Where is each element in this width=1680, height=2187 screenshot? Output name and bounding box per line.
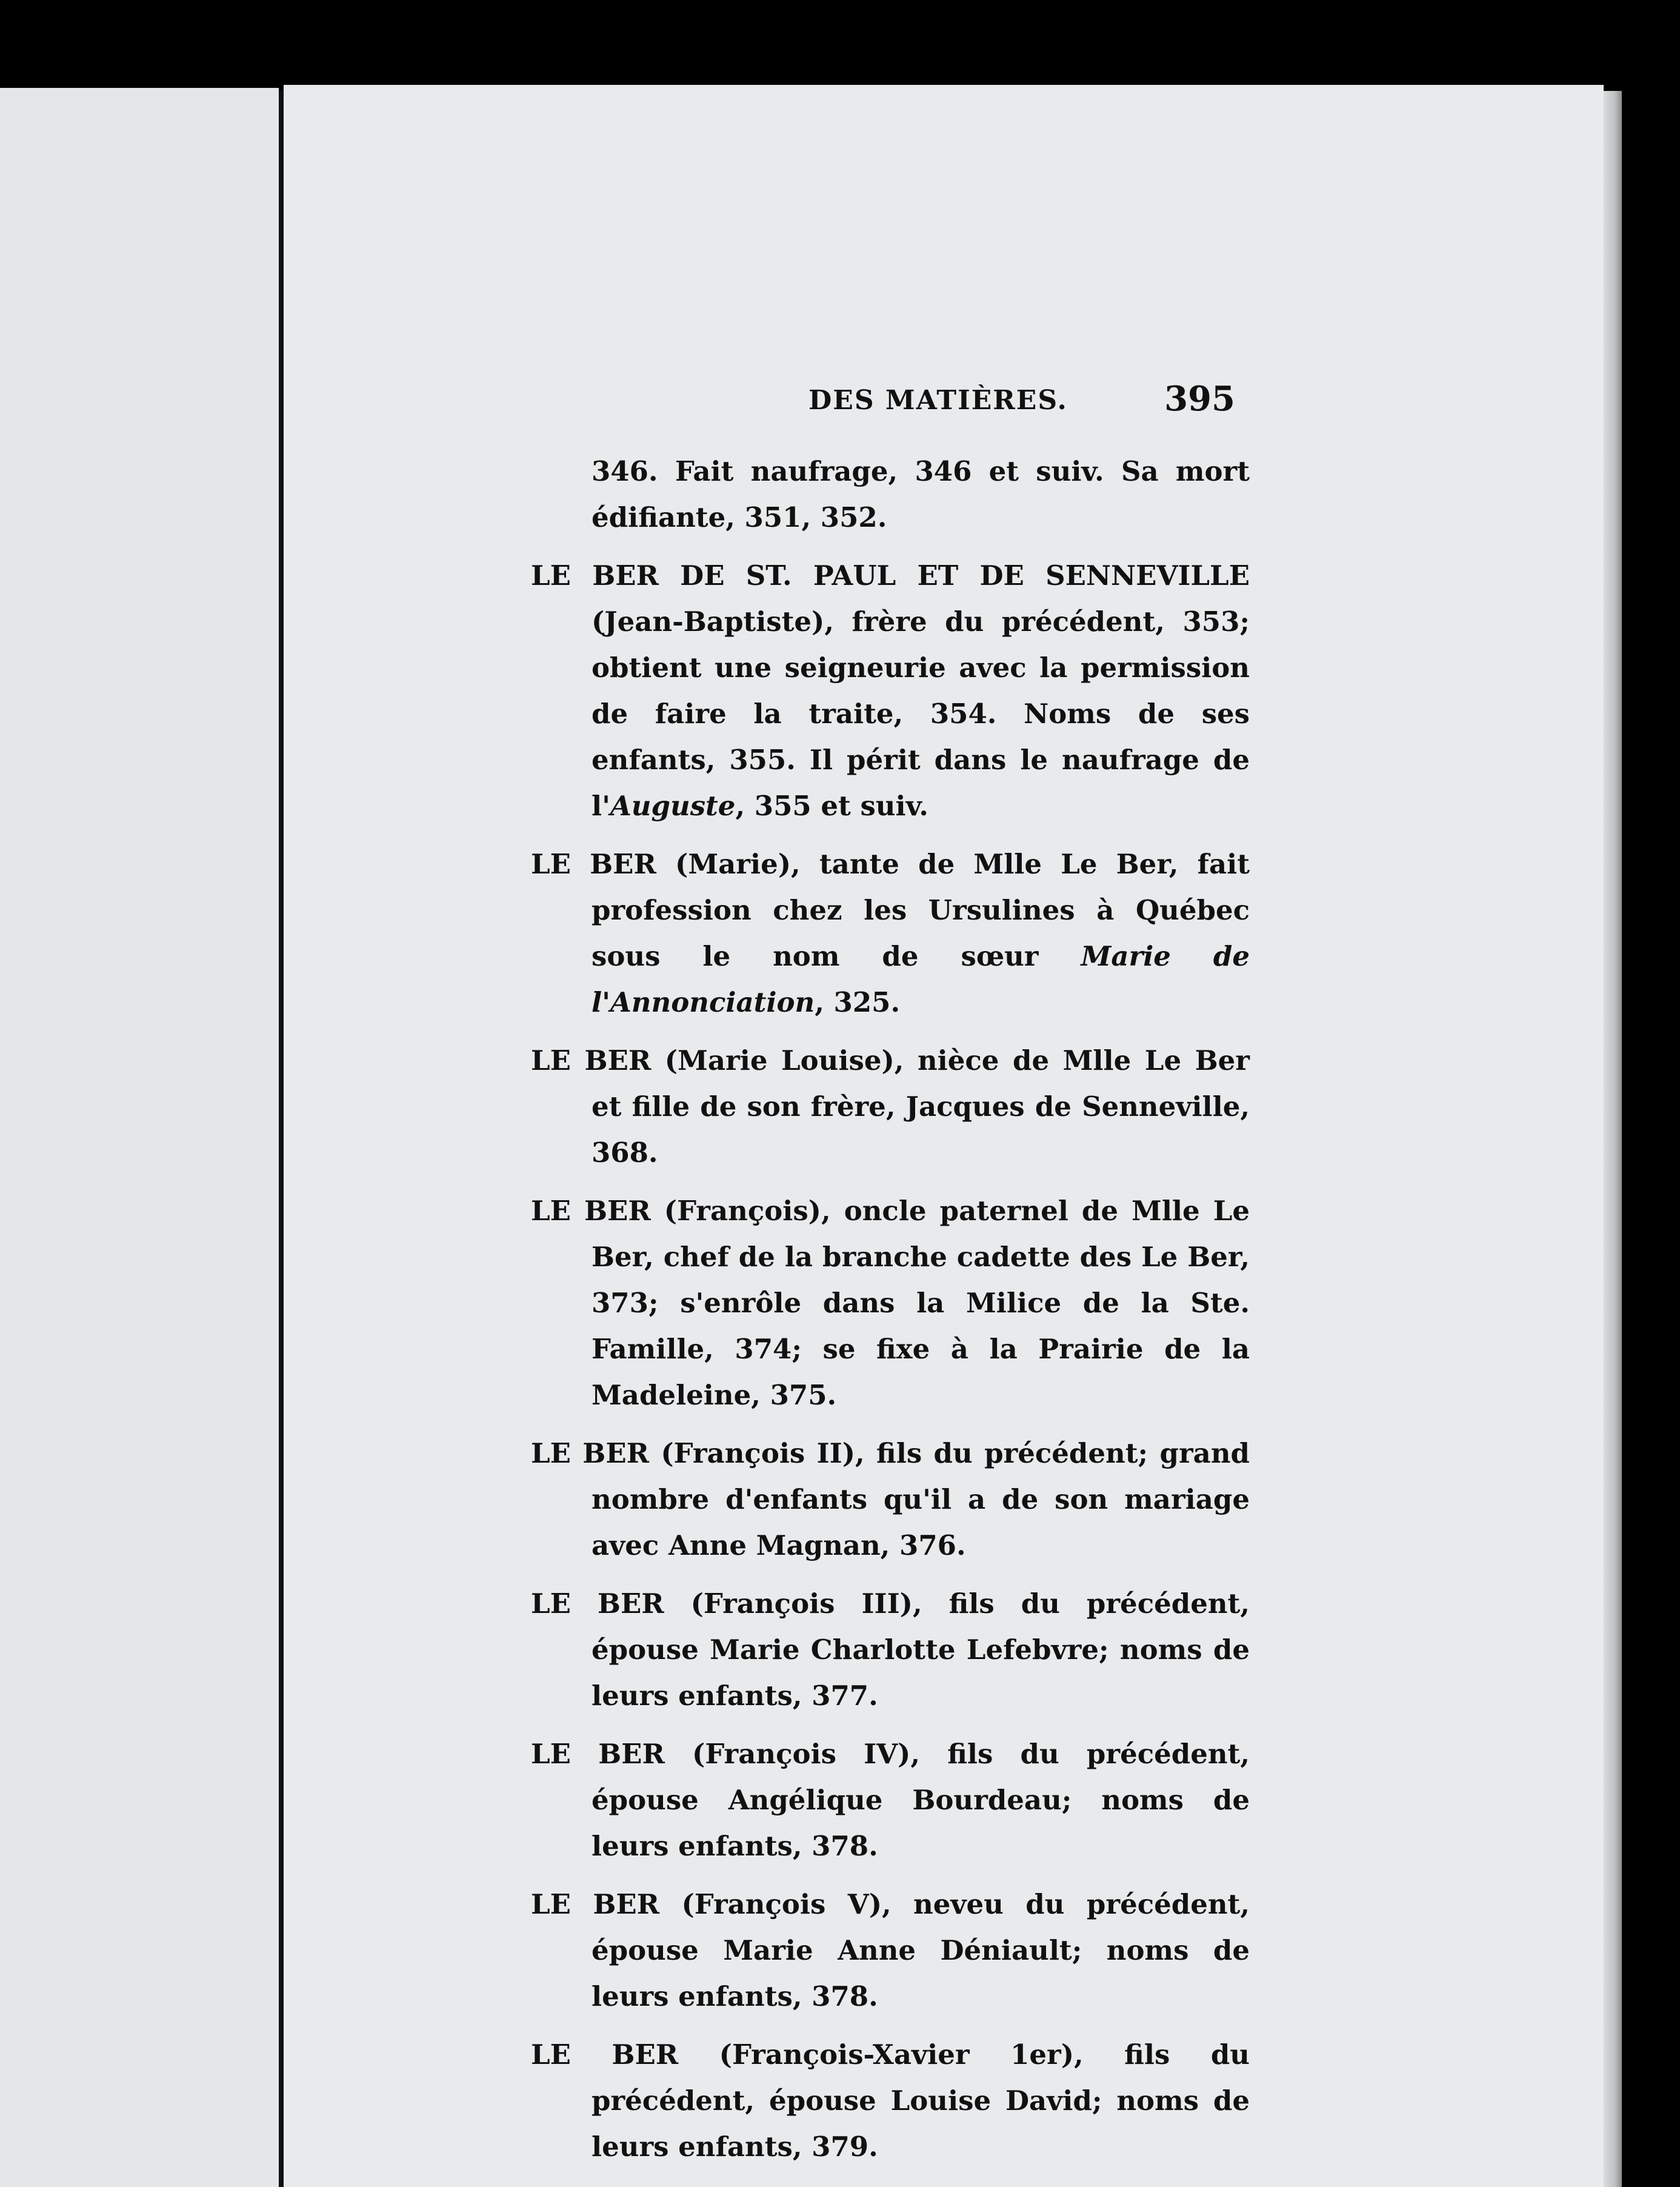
page-edge [1604, 91, 1622, 2187]
index-entry: LE BER (François V), neveu du précédent, épouse Marie Anne Déniault; noms de leurs enfants, 378. [531, 1888, 1250, 2012]
index-entry: LE BER (François-Xavier 1er), fils du précédent, épouse Louise David; noms de leurs enfants, 379. [531, 2038, 1250, 2163]
index-entry: LE BER DE ST. PAUL ET DE SENNEVILLE (Jean-Baptiste), frère du précédent, 353; obtient une seigneurie avec la permission de faire la traite, 354. Noms de ses enfants, 355. Il périt dans le naufrage de l'Auguste, 355 et suiv. [531, 559, 1250, 822]
running-title: DES MATIÈRES. [808, 385, 1068, 416]
index-entries [531, 449, 1250, 2182]
index-entry: LE BER (Marie Louise), nièce de Mlle Le Ber et fille de son frère, Jacques de Senneville, 368. [531, 1044, 1250, 1169]
facing-page [0, 88, 279, 2187]
page-number: 395 [1164, 379, 1235, 419]
index-entry: LE BER (François III), fils du précédent, épouse Marie Charlotte Lefebvre; noms de leurs enfants, 377. [531, 1588, 1250, 1712]
book-spine [279, 91, 284, 2187]
index-entry: LE BER (François), oncle paternel de Mlle Le Ber, chef de la branche cadette des Le Ber, 373; s'enrôle dans la Milice de la Ste. Famille, 374; se fixe à la Prairie de la Madeleine, 375. [531, 1195, 1250, 1411]
index-page [284, 85, 1604, 2187]
index-entry: LE BER (François IV), fils du précédent, épouse Angélique Bourdeau; noms de leurs enfants, 378. [531, 1738, 1250, 1862]
index-entry: LE BER (François II), fils du précédent; grand nombre d'enfants qu'il a de son mariage avec Anne Magnan, 376. [531, 1437, 1250, 1561]
index-entry: LE BER (Marie), tante de Mlle Le Ber, fait profession chez les Ursulines à Québec sous le nom de sœur Marie de l'Annonciation, 325. [531, 848, 1250, 1018]
index-entry: 346. Fait naufrage, 346 et suiv. Sa mort édifiante, 351, 352. [592, 455, 1250, 533]
